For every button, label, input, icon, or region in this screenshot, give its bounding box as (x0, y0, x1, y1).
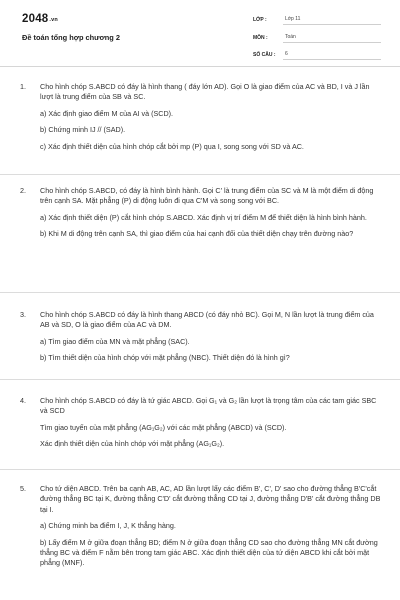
question-divider (0, 379, 400, 380)
meta-label: SỐ CÂU : (253, 52, 276, 58)
question-number: 2. (20, 186, 26, 195)
document-meta (253, 13, 381, 66)
meta-row-subject (253, 31, 381, 43)
logo-suffix-text: .vn (49, 17, 58, 23)
question-part: a) Tìm giao điểm của MN và mặt phẳng (SAC). (40, 336, 190, 346)
meta-value: Toán (283, 34, 381, 43)
question-item (20, 396, 382, 450)
meta-label: LỚP : (253, 17, 267, 23)
question-part: Tìm giao tuyến của mặt phẳng (AG₁G₂) với các mặt phẳng (ABCD) và (SCD). (40, 422, 287, 432)
logo-main-text: 2048 (22, 13, 49, 25)
question-text: Cho tứ diện ABCD. Trên ba cạnh AB, AC, AD lần lượt lấy các điểm B', C', D' sao cho đường thẳng B'C'cắt đường thẳng BC tại K, đường thẳng C'D' cắt đường thẳng CD tại J, đường thẳng D'B' cắt đường thẳng DB tại I. (40, 484, 381, 514)
question-body (40, 186, 382, 240)
question-number: 4. (20, 396, 26, 405)
question-part: a) Chứng minh ba điểm I, J, K thẳng hàng. (40, 521, 176, 531)
question-divider (0, 292, 400, 293)
question-number: 3. (20, 310, 26, 319)
meta-value: 6 (283, 51, 381, 60)
question-part: a) Xác định giao điểm M của AI và (SCD). (40, 108, 174, 118)
question-item (20, 82, 382, 152)
question-body (40, 484, 382, 569)
meta-value: Lớp 11 (283, 16, 381, 25)
question-text: Cho hình chóp S.ABCD, có đáy là hình bình hành. Gọi C' là trung điểm của SC và M là một điểm di động trên cạnh SA. Mặt phẳng (P) di động luôn đi qua C'M và song song với BC. (40, 186, 374, 206)
question-part: b) Khi M di động trên cạnh SA, thì giao điểm của hai cạnh đối của thiết diện chạy trên đường nào? (40, 229, 354, 239)
question-body (40, 310, 382, 364)
question-item (20, 310, 382, 364)
question-part: a) Xác định thiết diện (P) cắt hình chóp S.ABCD. Xác định vị trí điểm M để thiết diện là hình bình hành. (40, 212, 367, 222)
question-divider (0, 469, 400, 470)
document-header (0, 0, 400, 67)
question-divider (0, 174, 400, 175)
question-part: b) Chứng minh IJ // (SAD). (40, 125, 126, 135)
question-part: b) Lấy điểm M ở giữa đoạn thẳng BD; điểm N ở giữa đoạn thẳng CD sao cho đường thẳng MN cắt đường thẳng BC và điểm F nằm bên trong tam giác ABC. Xác định thiết diện của tứ diện ABCD khi cắt bởi mặt phẳng (MNF). (40, 537, 378, 568)
question-item (20, 484, 382, 569)
question-text: Cho hình chóp S.ABCD có đáy là hình thang ( đáy lớn AD). Gọi O là giao điểm của AC và BD, I và J lần lượt là trung điểm của SB và SC. (40, 82, 370, 102)
question-number: 1. (20, 82, 26, 91)
question-number: 5. (20, 484, 26, 493)
meta-label: MÔN : (253, 34, 268, 41)
question-text: Cho hình chóp S.ABCD có đáy là tứ giác ABCD. Gọi G₁ và G₂ lần lượt là trọng tâm của các tam giác SBC và SCD (40, 396, 377, 416)
question-part: c) Xác định thiết diện của hình chóp cắt bởi mp (P) qua I, song song với SD và AC. (40, 141, 304, 151)
meta-row-class (253, 13, 381, 25)
meta-row-question-count (253, 48, 381, 60)
document-title: Đề toán tổng hợp chương 2 (22, 33, 120, 42)
question-item (20, 186, 382, 240)
question-body (40, 396, 382, 450)
question-part: b) Tìm thiết diện của hình chóp với mặt phẳng (NBC). Thiết diện đó là hình gì? (40, 353, 290, 363)
question-list (0, 66, 400, 600)
question-body (40, 82, 382, 152)
question-text: Cho hình chóp S.ABCD có đáy là hình thang ABCD (có đáy nhỏ BC). Gọi M, N lần lượt là trung điểm của AB và SD, O là giao điểm của AC và DM. (40, 310, 374, 330)
question-part: Xác định thiết diện của hình chóp với mặt phẳng (AG₁G₂). (40, 439, 225, 449)
site-logo[interactable] (22, 13, 58, 25)
